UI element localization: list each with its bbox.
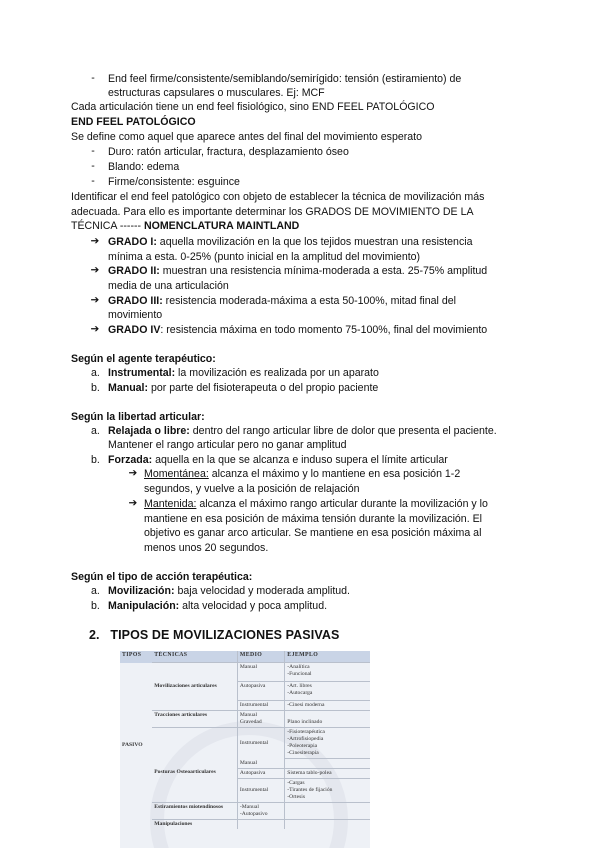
mantenida-line2: mantiene en esa posición de máxima tensión durante la movilización. El — [144, 513, 483, 525]
grade-text: : resistencia máxima en todo momento 75-100%, final del movimiento — [160, 324, 488, 336]
libertad-item-a-line2: Mantener el rango articular pero no ganar amplitud — [108, 439, 347, 451]
medio-cell — [237, 819, 284, 829]
header-cell: TÉCNICAS — [152, 651, 237, 663]
table-row — [120, 682, 370, 701]
accion-item-a — [108, 584, 350, 598]
agente-heading: Según el agente terapéutico: — [71, 353, 216, 365]
tecnica-cell — [152, 759, 237, 769]
item-text: alta velocidad y poca amplitud. — [179, 600, 328, 612]
identify-line2: adecuada. Para ello es importante determinar los GRADOS DE MOVIMIENTO DE LA — [71, 206, 474, 218]
item-text: aquella en la que se alcanza e induso supera el límite articular — [152, 454, 448, 466]
subitem-label: Mantenida: — [144, 498, 197, 510]
grade-3-line2: movimiento — [108, 309, 163, 321]
tecnica-cell — [152, 728, 237, 759]
identify-line3 — [71, 219, 299, 233]
list-marker: b. — [91, 382, 100, 394]
arrow-bullet-icon: ➔ — [90, 264, 100, 276]
grade-3-line1 — [108, 294, 456, 308]
grade-4-line1 — [108, 323, 487, 337]
tecnica-cell — [152, 701, 237, 711]
list-marker: a. — [91, 585, 100, 597]
medio-cell: Instrumental — [237, 778, 284, 802]
tipo-cell: PASIVO — [122, 742, 143, 748]
ejemplo-cell — [285, 759, 370, 769]
item-text: dentro del rango articular libre de dolor que presenta el paciente. — [189, 425, 497, 437]
medio-cell: Manual Gravedad — [237, 711, 284, 728]
table-row — [120, 701, 370, 711]
momentanea-line2: segundos, y vuelve a la posición de relajación — [144, 483, 360, 495]
table-header-row — [120, 651, 370, 663]
ejemplo-cell: -Fisioterapéutica -Artrofisiopedia -Poleoterapia -Cinesiterapia — [285, 728, 370, 759]
medio-cell: Manual — [237, 759, 284, 769]
grade-label: GRADO IV — [108, 324, 161, 336]
ejemplo-cell: Sistema tablo-polea — [285, 768, 370, 778]
arrow-bullet-icon: ➔ — [128, 497, 138, 509]
item-label: Manual: — [108, 382, 149, 394]
subitem-label: Momentánea: — [144, 468, 209, 480]
accion-item-b — [108, 599, 327, 613]
medio-cell: Autopasiva — [237, 682, 284, 701]
grade-1-line2: mínima a esta. 0-25% (punto inicial en la amplitud del movimiento) — [108, 251, 421, 263]
item-text: por parte del fisioterapeuta o del propio paciente — [148, 382, 379, 394]
tecnica-cell: Manipulaciones — [154, 820, 193, 827]
intro-line: Cada articulación tiene un end feel fisiológico, sino END FEEL PATOLÓGICO — [71, 101, 435, 113]
identify-line3-text: TÉCNICA ------ — [71, 220, 144, 232]
end-feel-item: Duro: ratón articular, fractura, desplazamiento óseo — [108, 146, 349, 158]
dash-bullet: - — [91, 160, 95, 172]
identify-line1: Identificar el end feel patológico con objeto de establecer la técnica de movilización más — [71, 191, 485, 203]
medio-cell: Instrumental — [237, 728, 284, 759]
ejemplo-cell: -Art. libres -Autocarga — [285, 682, 370, 701]
libertad-item-a — [108, 424, 497, 438]
header-cell: EJEMPLO — [285, 651, 370, 663]
item-text: baja velocidad y moderada amplitud. — [174, 585, 351, 597]
grade-2-line2: media de una articulación — [108, 280, 229, 292]
agente-item-b — [108, 381, 378, 395]
tecnica-cell — [152, 778, 237, 802]
item-label: Forzada: — [108, 454, 153, 466]
arrow-bullet-icon: ➔ — [128, 467, 138, 479]
item-text: la movilización es realizada por un aparato — [175, 367, 379, 379]
movilizaciones-table — [120, 651, 370, 829]
table-row — [120, 759, 370, 769]
section-2-title — [89, 628, 339, 642]
header-cell: TIPOS — [120, 651, 152, 663]
list-marker: b. — [91, 600, 100, 612]
nomenclatura-maintland: NOMENCLATURA MAINTLAND — [143, 220, 300, 232]
table-row — [120, 819, 370, 829]
ejemplo-cell: -Cargas -Tirantes de fijación -Ortesis — [285, 778, 370, 802]
ejemplo-cell — [285, 819, 370, 829]
grade-1-line1 — [108, 235, 473, 249]
item-label: Instrumental: — [108, 367, 176, 379]
section-title-text: TIPOS DE MOVILIZACIONES PASIVAS — [110, 628, 340, 642]
movilizaciones-table-image — [120, 651, 370, 848]
list-marker: a. — [91, 425, 100, 437]
mantenida-line1 — [144, 497, 488, 511]
table-row — [120, 663, 370, 682]
ejemplo-cell: -Analítica -Funcional — [285, 663, 370, 682]
subitem-text: alcanza el máximo y lo mantiene en esa posición 1-2 — [208, 468, 461, 480]
mantenida-line4: menos unos 20 segundos. — [144, 542, 269, 554]
medio-cell: -Manual -Autopasivo — [237, 802, 284, 819]
agente-item-a — [108, 366, 379, 380]
table-row — [120, 728, 370, 759]
end-feel-heading: END FEEL PATOLÓGICO — [71, 116, 196, 128]
arrow-bullet-icon: ➔ — [90, 235, 100, 247]
accion-heading: Según el tipo de acción terapéutica: — [71, 571, 253, 583]
grade-label: GRADO III: — [108, 295, 163, 307]
libertad-heading: Según la libertad articular: — [71, 411, 205, 423]
intro-bullet-line1: End feel firme/consistente/semiblando/semirígido: tensión (estiramiento) de — [108, 73, 462, 85]
header-cell: MEDIO — [237, 651, 284, 663]
intro-bullet-line2: estructuras capsulares o musculares. Ej: MCF — [108, 87, 325, 99]
tecnica-cell: Estiramientos miotendinosos — [152, 802, 237, 819]
grade-text: resistencia moderada-máxima a esta 50-100%, mitad final del — [162, 295, 456, 307]
grade-text: aquella movilización en la que los tejidos muestran una resistencia — [156, 236, 473, 248]
dash-bullet: - — [91, 145, 95, 157]
medio-cell: Autopasiva — [237, 768, 284, 778]
subitem-text: alcanza el máximo rango articular durante la movilización y lo — [196, 498, 488, 510]
grade-label: GRADO I: — [108, 236, 157, 248]
item-label: Relajada o libre: — [108, 425, 190, 437]
ejemplo-cell: Plano inclinado — [285, 711, 370, 728]
table-row — [120, 778, 370, 802]
table-row — [120, 711, 370, 728]
item-label: Movilización: — [108, 585, 175, 597]
grade-2-line1 — [108, 264, 487, 278]
arrow-bullet-icon: ➔ — [90, 294, 100, 306]
ejemplo-cell: -Cinesi moderna — [285, 701, 370, 711]
grade-label: GRADO II: — [108, 265, 160, 277]
medio-cell: Instrumental — [237, 701, 284, 711]
end-feel-item: Firme/consistente: esguince — [108, 176, 240, 188]
list-marker: b. — [91, 454, 100, 466]
section-number: 2. — [89, 628, 100, 642]
end-feel-item: Blando: edema — [108, 161, 180, 173]
ejemplo-cell — [285, 802, 370, 819]
table-row — [120, 802, 370, 819]
libertad-item-b — [108, 453, 448, 467]
grade-text: muestran una resistencia mínima-moderada a esta. 25-75% amplitud — [159, 265, 488, 277]
dash-bullet: - — [91, 72, 95, 84]
dash-bullet: - — [91, 175, 95, 187]
medio-cell: Manual — [237, 663, 284, 682]
tecnica-cell: Tracciones articulares — [152, 711, 237, 728]
arrow-bullet-icon: ➔ — [90, 323, 100, 335]
item-label: Manipulación: — [108, 600, 180, 612]
tecnica-cell: Movilizaciones articulares — [154, 682, 217, 689]
tecnica-cell — [152, 663, 237, 682]
tecnica-cell: Posturas Osteoarticulares — [154, 769, 216, 775]
end-feel-definition: Se define como aquel que aparece antes del final del movimiento esperato — [71, 131, 422, 143]
momentanea-line1 — [144, 467, 460, 481]
mantenida-line3: objetivo es ganar arco articular. Se mantiene en esa posición máxima al — [144, 527, 482, 539]
list-marker: a. — [91, 367, 100, 379]
table-row — [120, 768, 370, 778]
